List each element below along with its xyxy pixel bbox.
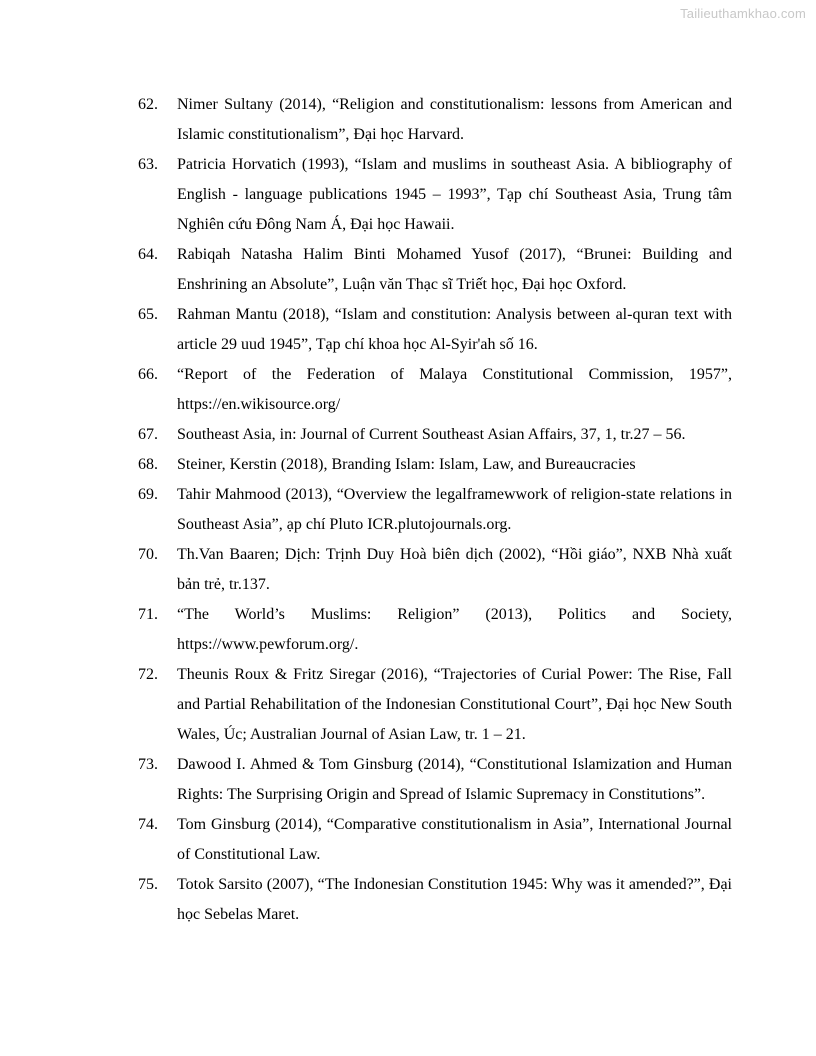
- reference-number: 66.: [138, 366, 158, 383]
- reference-item: [138, 660, 732, 750]
- reference-item: [138, 540, 732, 600]
- reference-text: “The World’s Muslims: Religion” (2013), Politics and Society, https://www.pewforum.org/.: [177, 606, 732, 653]
- reference-item: [138, 600, 732, 660]
- reference-item: [138, 90, 732, 150]
- reference-text: Rabiqah Natasha Halim Binti Mohamed Yusof (2017), “Brunei: Building and Enshrining an Absolute”, Luận văn Thạc sĩ Triết học, Đại học Oxford.: [177, 246, 732, 293]
- reference-item: [138, 240, 732, 300]
- reference-item: [138, 810, 732, 870]
- reference-item: [138, 360, 732, 420]
- reference-number: 70.: [138, 546, 158, 563]
- reference-item: [138, 450, 732, 480]
- reference-number: 72.: [138, 666, 158, 683]
- reference-number: 71.: [138, 606, 158, 623]
- reference-item: [138, 480, 732, 540]
- reference-number: 69.: [138, 486, 158, 503]
- reference-item: [138, 870, 732, 930]
- reference-number: 75.: [138, 876, 158, 893]
- reference-text: Patricia Horvatich (1993), “Islam and muslims in southeast Asia. A bibliography of English - language publications 1945 – 1993”, Tạp chí Southeast Asia, Trung tâm Nghiên cứu Đông Nam Á, Đại học Hawaii.: [177, 156, 732, 233]
- reference-text: Steiner, Kerstin (2018), Branding Islam: Islam, Law, and Bureaucracies: [177, 456, 636, 473]
- reference-number: 74.: [138, 816, 158, 833]
- reference-number: 73.: [138, 756, 158, 773]
- reference-text: Th.Van Baaren; Dịch: Trịnh Duy Hoà biên dịch (2002), “Hồi giáo”, NXB Nhà xuất bản trẻ, tr.137.: [177, 546, 732, 593]
- reference-number: 64.: [138, 246, 158, 263]
- reference-text: Tom Ginsburg (2014), “Comparative constitutionalism in Asia”, International Journal of Constitutional Law.: [177, 816, 732, 863]
- reference-number: 68.: [138, 456, 158, 473]
- reference-text: Theunis Roux & Fritz Siregar (2016), “Trajectories of Curial Power: The Rise, Fall and Partial Rehabilitation of the Indonesian Constitutional Court”, Đại học New South Wales, Úc; Australian Journal of Asian Law, tr. 1 – 21.: [177, 666, 732, 743]
- reference-list: [138, 90, 732, 930]
- reference-item: [138, 420, 732, 450]
- reference-text: Totok Sarsito (2007), “The Indonesian Constitution 1945: Why was it amended?”, Đại học Sebelas Maret.: [177, 876, 732, 923]
- reference-number: 67.: [138, 426, 158, 443]
- reference-text: Dawood I. Ahmed & Tom Ginsburg (2014), “Constitutional Islamization and Human Rights: The Surprising Origin and Spread of Islamic Supremacy in Constitutions”.: [177, 756, 732, 803]
- reference-number: 63.: [138, 156, 158, 173]
- reference-text: Tahir Mahmood (2013), “Overview the legalframewwork of religion-state relations in Southeast Asia”, ạp chí Pluto ICR.plutojournals.org.: [177, 486, 732, 533]
- reference-number: 65.: [138, 306, 158, 323]
- reference-item: [138, 150, 732, 240]
- reference-text: “Report of the Federation of Malaya Constitutional Commission, 1957”, https://en.wikisource.org/: [177, 366, 732, 413]
- reference-item: [138, 300, 732, 360]
- reference-number: 62.: [138, 96, 158, 113]
- watermark: Tailieuthamkhao.com: [680, 6, 806, 21]
- reference-text: Nimer Sultany (2014), “Religion and constitutionalism: lessons from American and Islamic constitutionalism”, Đại học Harvard.: [177, 96, 732, 143]
- reference-text: Rahman Mantu (2018), “Islam and constitution: Analysis between al-quran text with article 29 uud 1945”, Tạp chí khoa học Al-Syir'ah số 16.: [177, 306, 732, 353]
- reference-text: Southeast Asia, in: Journal of Current Southeast Asian Affairs, 37, 1, tr.27 – 56.: [177, 426, 686, 443]
- reference-item: [138, 750, 732, 810]
